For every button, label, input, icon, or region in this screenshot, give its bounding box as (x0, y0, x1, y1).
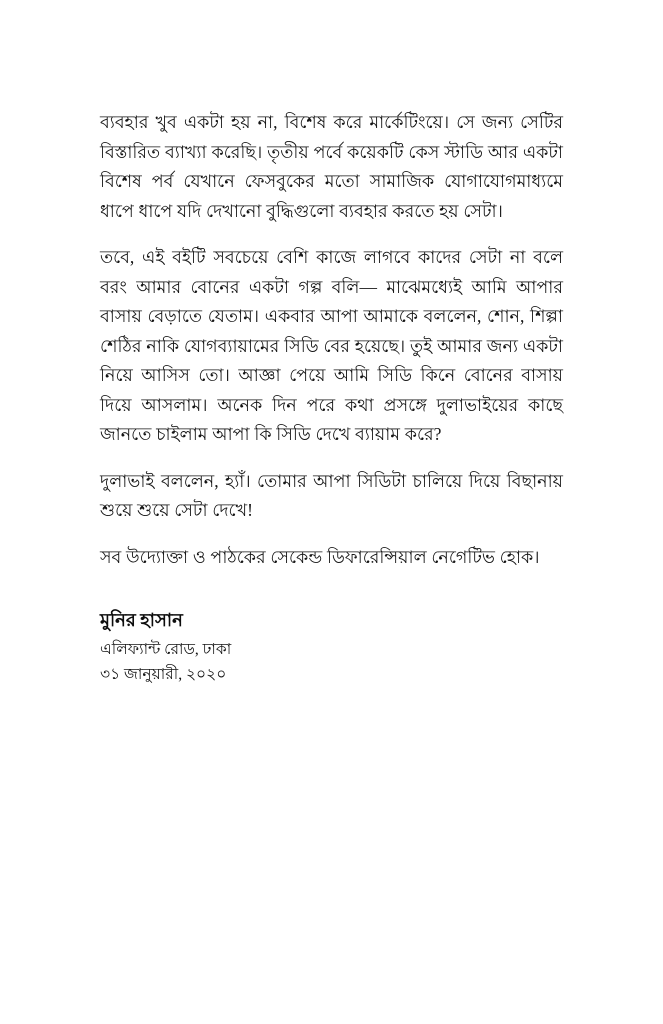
signature-date: ৩১ জানুয়ারী, ২০২০ (100, 666, 227, 683)
signature-block (100, 607, 563, 687)
body-text-block (100, 108, 563, 572)
paragraph-3: দুলাভাই বললেন, হ্যাঁ। তোমার আপা সিডিটা চালিয়ে দিয়ে বিছানায় শুয়ে শুয়ে সেটা দেখে! (100, 470, 563, 520)
paragraph-1: ব্যবহার খুব একটা হয় না, বিশেষ করে মার্কেটিংয়ে। সে জন্য সেটির বিস্তারিত ব্যাখ্যা করেছি। তৃতীয় পর্বে কয়েকটি কেস স্টাডি আর একটা বিশেষ পর্ব যেখানে ফেসবুকের মতো সামাজিক যোগাযোগমাধ্যমে ধাপে ধাপে যদি দেখানো বুদ্ধিগুলো ব্যবহার করতে হয় সেটা। (100, 112, 563, 221)
paragraph-4: সব উদ্যোক্তা ও পাঠকের সেকেন্ড ডিফারেন্সিয়াল নেগেটিভ হোক। (100, 546, 540, 567)
author-address: এলিফ্যান্ট রোড, ঢাকা (100, 641, 232, 658)
author-name: মুনির হাসান (100, 610, 183, 630)
paragraph-2: তবে, এই বইটি সবচেয়ে বেশি কাজে লাগবে কাদের সেটা না বলে বরং আমার বোনের একটা গল্প বলি— মাঝেমধ্যেই আমি আপার বাসায় বেড়াতে যেতাম। একবার আপা আমাকে বললেন, শোন, শিল্পা শেঠির নাকি যোগব্যায়ামের সিডি বের হয়েছে। তুই আমার জন্য একটা নিয়ে আসিস তো। আজ্ঞা পেয়ে আমি সিডি কিনে বোনের বাসায় দিয়ে আসলাম। অনেক দিন পরে কথা প্রসঙ্গে দুলাভাইয়ের কাছে জানতে চাইলাম আপা কি সিডি দেখে ব্যায়াম করে? (100, 247, 563, 444)
